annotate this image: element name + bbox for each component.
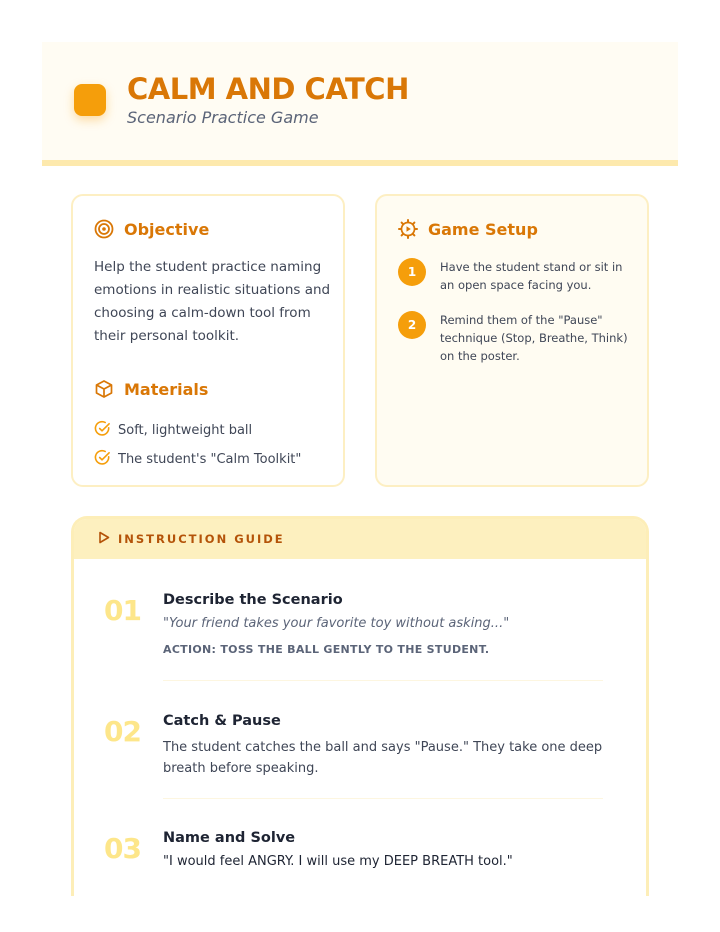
objective-card [71,194,345,487]
guide-step-line: "I would feel ANGRY. I will use my DEEP BREATH tool." [163,854,513,869]
box-icon [94,379,114,399]
step-number-badge: 2 [398,311,426,339]
step-text: Remind them of the "Pause" technique (Stop, Breathe, Think) on the poster. [440,313,628,363]
guide-step-title: Catch & Pause [163,713,281,729]
setup-heading [398,219,538,239]
check-circle-icon [94,420,111,441]
materials-heading-label: Materials [124,379,209,399]
materials-heading [94,379,208,399]
material-label: The student's "Calm Toolkit" [118,452,302,467]
play-outline-icon [98,531,110,547]
instruction-guide-header [74,519,646,559]
material-label: Soft, lightweight ball [118,423,253,438]
instruction-guide-body [74,559,646,896]
objective-heading-label: Objective [124,219,210,239]
guide-step-title: Name and Solve [163,830,296,846]
guide-step-number: 03 [104,832,141,865]
page-title: CALM AND CATCH [127,72,409,106]
list-item [94,416,301,445]
page-subtitle: Scenario Practice Game [127,108,319,127]
divider [163,680,603,681]
check-circle-icon [94,449,111,470]
guide-step-title: Describe the Scenario [163,592,343,608]
gear-play-icon [398,219,418,239]
setup-step [398,311,638,365]
divider [163,798,603,799]
target-icon [94,219,114,239]
materials-list [94,416,301,474]
logo-square-icon [74,84,106,116]
instruction-guide-title: INSTRUCTION GUIDE [118,532,285,546]
step-text: Have the student stand or sit in an open space facing you. [440,260,623,292]
setup-heading-label: Game Setup [428,219,538,239]
game-setup-card [375,194,649,487]
list-item [94,445,301,474]
objective-text: Help the student practice naming emotions in realistic situations and choosing a calm-down tool from their personal toolkit. [94,259,331,344]
setup-steps [398,258,638,382]
step-number-badge: 1 [398,258,426,286]
instruction-guide [71,516,649,896]
objective-heading [94,219,209,239]
guide-step-description: The student catches the ball and says "Pause." They take one deep breath before speaking. [163,740,603,776]
guide-step-number: 01 [104,594,141,627]
guide-step-number: 02 [104,715,141,748]
guide-step-quote: "Your friend takes your favorite toy without asking..." [163,616,510,631]
header [42,42,678,166]
setup-step [398,258,638,294]
guide-step-action: ACTION: TOSS THE BALL GENTLY TO THE STUDENT. [163,643,490,656]
